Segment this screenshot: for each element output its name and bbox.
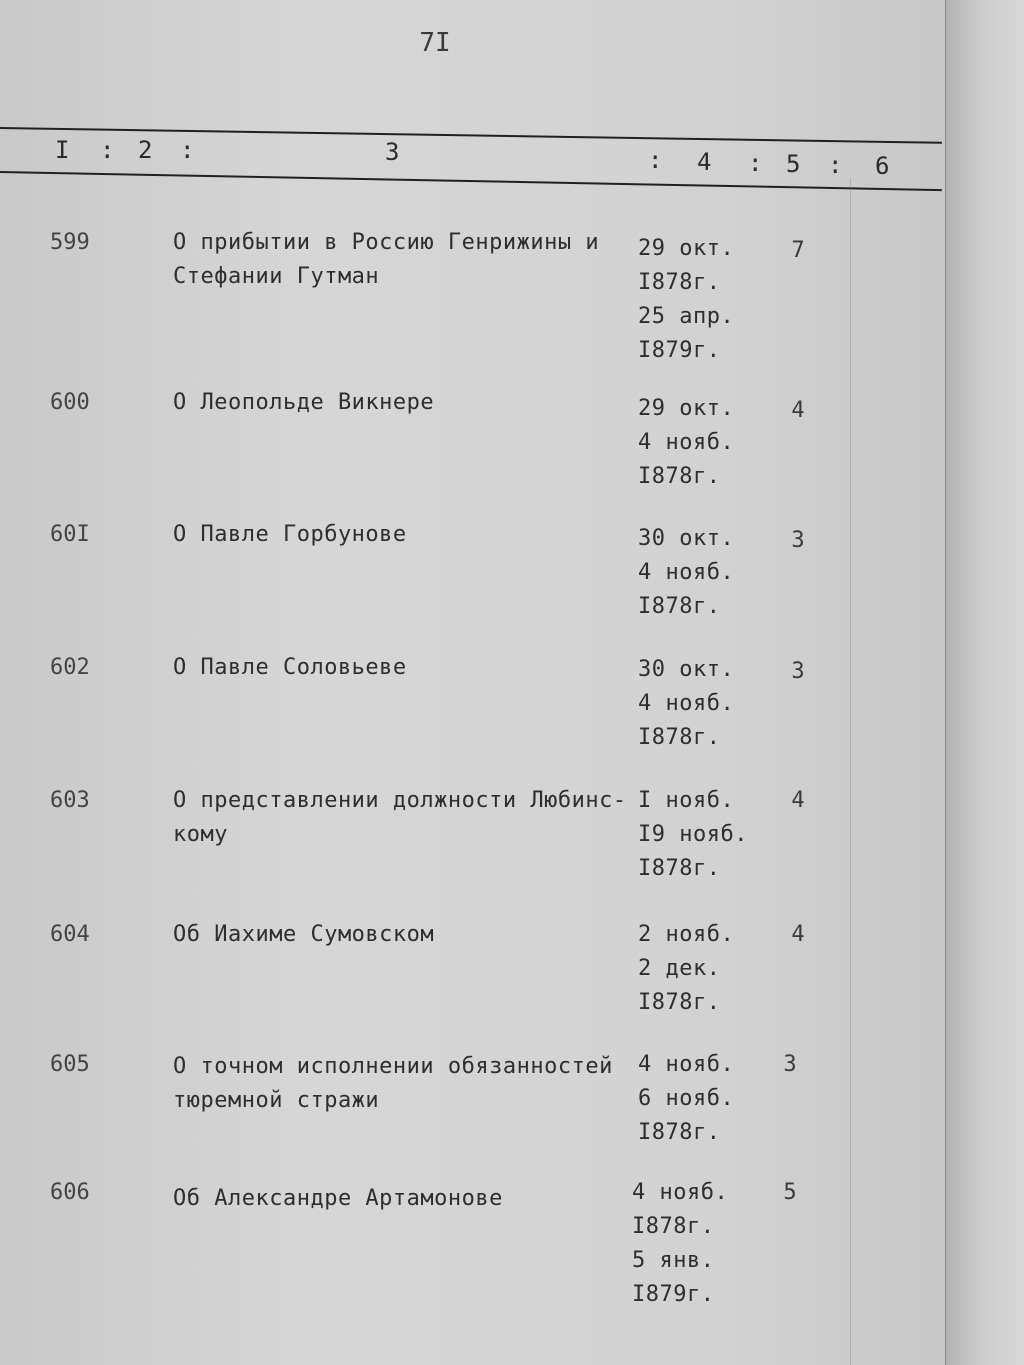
header-col-3: 3 [385, 138, 400, 166]
header-col-4: 4 [697, 148, 712, 176]
row-number: 602 [50, 655, 90, 680]
header-bottom-rule [0, 171, 942, 191]
header-sep-2: : [180, 136, 195, 164]
row-number: 604 [50, 922, 90, 947]
row-sheet-count: 4 [791, 788, 805, 813]
next-page-edge [945, 0, 1024, 1365]
header-col-2: 2 [138, 136, 153, 164]
row-title: О прибытии в Россию Генрижины и Стефании Гутман [173, 230, 600, 289]
header-sep-1: : [100, 136, 115, 164]
row-title: О представлении должности Любинс- кому [173, 788, 627, 847]
header-sep-3: : [648, 146, 663, 174]
page-number: 7I [419, 28, 451, 58]
row-title: О Павле Горбунове [173, 522, 407, 547]
row-dates: 30 окт. 4 нояб. I878г. [638, 657, 735, 750]
header-col-6: 6 [875, 152, 890, 180]
row-number: 60I [50, 522, 90, 547]
row-number: 600 [50, 390, 90, 415]
row-sheet-count: 5 [783, 1180, 797, 1205]
header-sep-5: : [828, 151, 843, 179]
row-number: 599 [50, 230, 90, 255]
row-title: Об Александре Артамонове [173, 1186, 503, 1211]
column-divider [850, 178, 851, 1365]
header-col-1: I [55, 136, 70, 164]
row-title: Об Иахиме Сумовском [173, 922, 435, 947]
row-title: О Леопольде Викнере [173, 390, 435, 415]
row-number: 605 [50, 1052, 90, 1077]
row-dates: 4 нояб. 6 нояб. I878г. [638, 1052, 735, 1145]
row-dates: I нояб. I9 нояб. I878г. [638, 788, 748, 881]
row-sheet-count: 3 [791, 528, 805, 553]
row-sheet-count: 4 [791, 398, 805, 423]
row-sheet-count: 4 [791, 922, 805, 947]
row-dates: 30 окт. 4 нояб. I878г. [638, 526, 735, 619]
row-dates: 29 окт. 4 нояб. I878г. [638, 396, 735, 489]
column-header-row [0, 130, 940, 180]
row-sheet-count: 3 [791, 659, 805, 684]
header-col-5: 5 [786, 150, 801, 178]
row-sheet-count: 7 [791, 238, 805, 263]
row-dates: 2 нояб. 2 дек. I878г. [638, 922, 735, 1015]
row-number: 606 [50, 1180, 90, 1205]
row-dates: 4 нояб. I878г. 5 янв. I879г. [632, 1180, 729, 1307]
row-title: О Павле Соловьеве [173, 655, 407, 680]
row-dates: 29 окт. I878г. 25 апр. I879г. [638, 236, 735, 363]
row-sheet-count: 3 [783, 1052, 797, 1077]
row-title: О точном исполнении обязанностей тюремной стражи [173, 1054, 613, 1113]
row-number: 603 [50, 788, 90, 813]
header-sep-4: : [748, 149, 763, 177]
